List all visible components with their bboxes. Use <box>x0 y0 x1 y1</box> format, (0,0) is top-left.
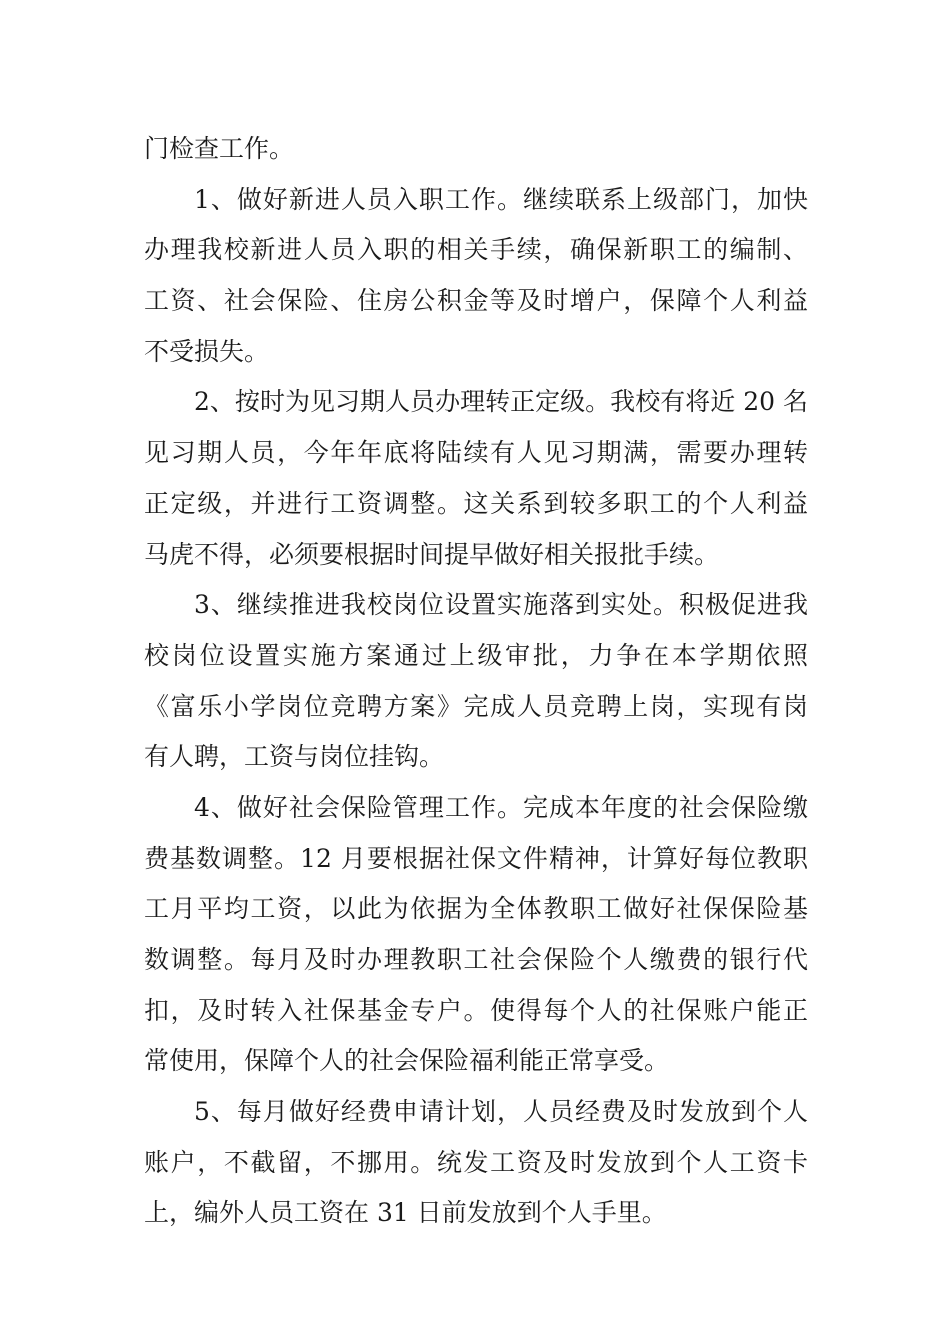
text-line: 5、每月做好经费申请计划，人员经费及时发放到个人 <box>194 1097 808 1127</box>
text-line: 见习期人员，今年年底将陆续有人见习期满，需要办理转 <box>144 438 808 468</box>
text-line: 上，编外人员工资在 31 日前发放到个人手里。 <box>144 1198 667 1228</box>
text-line: 工月平均工资，以此为依据为全体教职工做好社保保险基 <box>144 894 808 924</box>
text-line: 《富乐小学岗位竞聘方案》完成人员竞聘上岗，实现有岗 <box>144 691 808 721</box>
text-line: 1、做好新进人员入职工作。继续联系上级部门，加快 <box>194 184 808 214</box>
text-line: 门检查工作。 <box>144 134 295 163</box>
text-line: 数调整。每月及时办理教职工社会保险个人缴费的银行代 <box>144 945 808 974</box>
text-line: 工资、社会保险、住房公积金等及时增户，保障个人利益 <box>144 286 808 316</box>
text-line: 2、按时为见习期人员办理转正定级。我校有将近 20 名 <box>194 387 808 417</box>
text-line: 有人聘，工资与岗位挂钩。 <box>144 742 445 772</box>
text-line: 3、继续推进我校岗位设置实施落到实处。积极促进我 <box>194 590 808 620</box>
text-line: 正定级，并进行工资调整。这关系到较多职工的个人利益 <box>144 488 808 518</box>
text-line: 办理我校新进人员入职的相关手续，确保新职工的编制、 <box>144 235 808 265</box>
text-line: 费基数调整。12 月要根据社保文件精神，计算好每位教职 <box>144 843 808 873</box>
text-line: 扣，及时转入社保基金专户。使得每个人的社保账户能正 <box>144 995 808 1025</box>
text-line: 账户，不截留，不挪用。统发工资及时发放到个人工资卡 <box>144 1147 808 1177</box>
text-line: 4、做好社会保险管理工作。完成本年度的社会保险缴 <box>194 792 808 822</box>
document-body <box>144 124 808 1239</box>
text-line: 马虎不得，必须要根据时间提早做好相关报批手续。 <box>144 539 720 569</box>
text-line: 不受损失。 <box>144 336 270 366</box>
text-line: 常使用，保障个人的社会保险福利能正常享受。 <box>144 1046 670 1076</box>
text-line: 校岗位设置实施方案通过上级审批，力争在本学期依照 <box>144 640 808 670</box>
